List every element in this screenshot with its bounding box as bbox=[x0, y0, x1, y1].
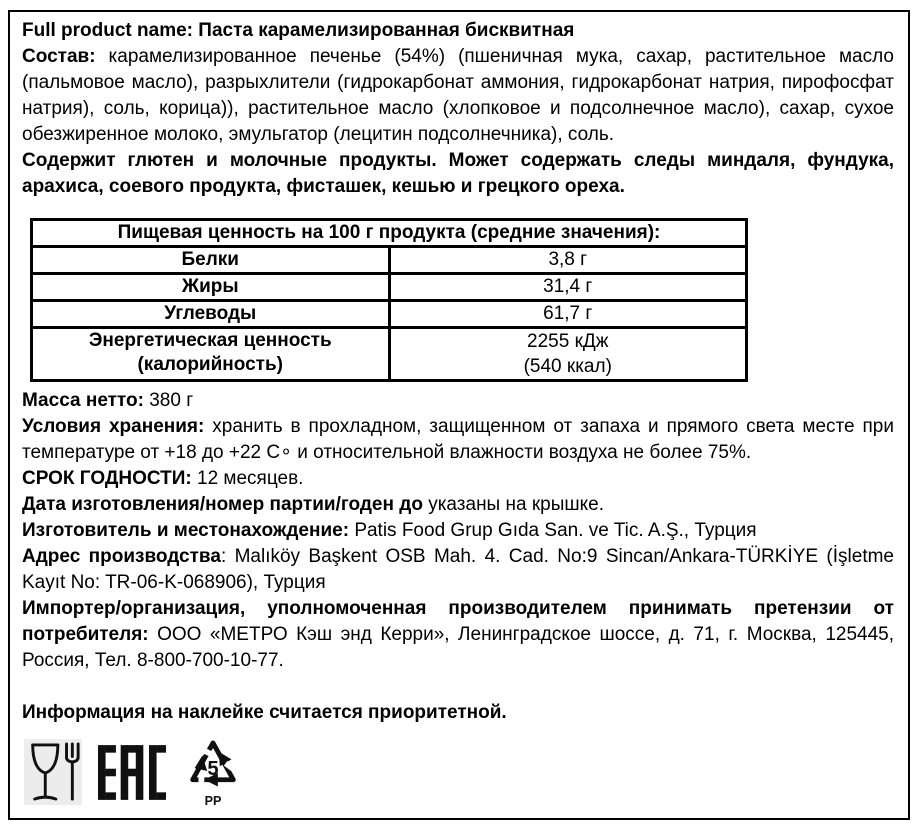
recycling-pp5-icon bbox=[182, 734, 244, 810]
certification-icons-row bbox=[24, 734, 894, 810]
composition-paragraph bbox=[22, 44, 894, 148]
storage-conditions-label: Условия хранения: bbox=[22, 416, 205, 437]
protein-label: Белки bbox=[32, 247, 390, 274]
net-weight-value: 380 г bbox=[149, 390, 194, 411]
shelf-life-text: 12 месяцев. bbox=[197, 468, 304, 489]
table-row bbox=[32, 328, 747, 381]
energy-label: Энергетическая ценность (калорийность) bbox=[32, 328, 390, 381]
full-product-name-label: Full product name: bbox=[22, 20, 193, 41]
table-row bbox=[32, 247, 747, 274]
production-address-text: : Malıköy Başkent OSB Mah. 4. Cad. No:9 Sincan/Ankara-TÜRKİYE (İşletme Kayıt No: TR-06-K-068906), Турция bbox=[22, 546, 895, 593]
production-date-text: указаны на крышке. bbox=[428, 494, 604, 515]
priority-note: Информация на наклейке считается приоритетной. bbox=[22, 702, 507, 723]
product-name: Паста карамелизированная бисквитная bbox=[198, 20, 575, 41]
food-safe-glass-fork-icon bbox=[24, 739, 82, 805]
recycling-material: PP bbox=[204, 793, 222, 808]
production-address-label: Адрес производства bbox=[22, 546, 221, 567]
shelf-life-label: СРОК ГОДНОСТИ: bbox=[22, 468, 192, 489]
manufacturer-line bbox=[22, 518, 894, 544]
full-product-name-line bbox=[22, 18, 894, 44]
net-weight-line bbox=[22, 388, 894, 414]
eac-mark-icon bbox=[98, 745, 166, 800]
manufacturer-label: Изготовитель и местонахождение: bbox=[22, 520, 350, 541]
production-date-label: Дата изготовления/номер партии/годен до bbox=[22, 494, 423, 515]
table-row bbox=[32, 301, 747, 328]
composition-text: карамелизированное печенье (54%) (пшеничная мука, сахар, растительное масло (пальмовое масло), разрыхлители (гидрокарбонат аммония, гидрокарбонат натрия, пирофосфат натрия), соль, корица)), растительное масло (хлопковое и подсолнечное масло), сахар, сухое обезжиренное молоко, эмульгатор (лецитин подсолнечника), соль. bbox=[22, 46, 894, 145]
carbs-value: 61,7 г bbox=[389, 301, 747, 328]
protein-value: 3,8 г bbox=[389, 247, 747, 274]
table-row bbox=[32, 274, 747, 301]
net-weight-label: Масса нетто: bbox=[22, 390, 144, 411]
importer-text: ООО «МЕТРО Кэш энд Керри», Ленинградское шоссе, д. 71, г. Москва, 125445, Россия, Тел. 8-800-700-10-77. bbox=[22, 624, 894, 671]
product-label-document bbox=[8, 10, 910, 820]
importer-line bbox=[22, 596, 894, 674]
production-address-line bbox=[22, 544, 894, 596]
storage-conditions-text: хранить в прохладном, защищенном от запаха и прямого света месте при температуре от +18 до +22 С∘ и относительной влажности воздуха не более 75%. bbox=[22, 416, 894, 463]
storage-conditions-line bbox=[22, 414, 894, 466]
glass-fork-icon bbox=[24, 739, 82, 805]
production-date-line bbox=[22, 492, 894, 518]
recycling-number: 5 bbox=[207, 757, 219, 780]
recycling-triangle-icon bbox=[182, 734, 244, 810]
fat-value: 31,4 г bbox=[389, 274, 747, 301]
nutrition-table bbox=[30, 218, 748, 382]
table-header-row bbox=[32, 220, 747, 247]
fat-label: Жиры bbox=[32, 274, 390, 301]
shelf-life-line bbox=[22, 466, 894, 492]
eac-icon bbox=[98, 745, 166, 800]
carbs-label: Углеводы bbox=[32, 301, 390, 328]
composition-label: Состав: bbox=[22, 46, 96, 67]
energy-kj: 2255 кДж bbox=[527, 331, 609, 352]
nutrition-table-title: Пищевая ценность на 100 г продукта (средние значения): bbox=[32, 220, 747, 247]
allergen-statement: Содержит глютен и молочные продукты. Может содержать следы миндаля, фундука, арахиса, соевого продукта, фисташек, кешью и грецкого ореха. bbox=[22, 150, 894, 197]
manufacturer-text: Patis Food Grup Gıda San. ve Tic. A.Ş., Турция bbox=[354, 520, 757, 541]
energy-kcal: (540 ккал) bbox=[523, 356, 612, 377]
nutrition-table-wrap bbox=[30, 218, 894, 382]
energy-value bbox=[389, 328, 747, 381]
importer-label: Импортер/организация, уполномоченная производителем принимать претензии от потребителя: bbox=[22, 598, 894, 645]
eac-letters bbox=[98, 745, 166, 800]
